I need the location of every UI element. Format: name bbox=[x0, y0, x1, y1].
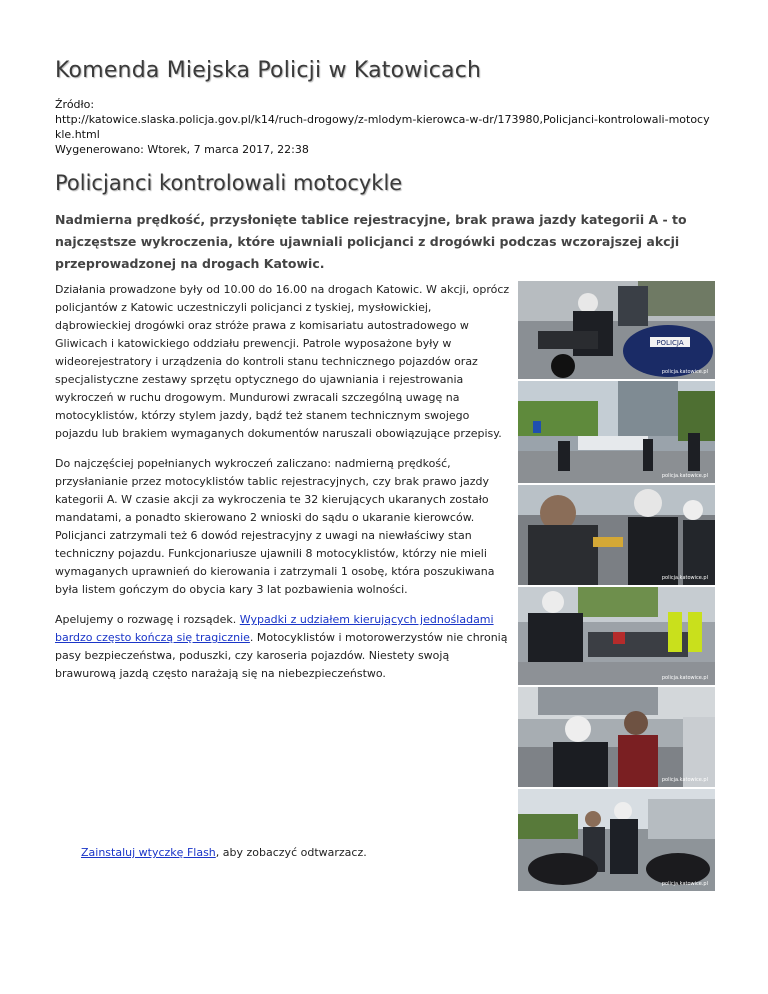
source-label: Źródło: bbox=[55, 98, 95, 111]
article-body bbox=[55, 281, 510, 683]
photo-watermark: policja.katowice.pl bbox=[661, 575, 708, 581]
photo-parked-motorcycles[interactable] bbox=[518, 587, 715, 685]
photo-officer-rider[interactable] bbox=[518, 687, 715, 787]
flash-notice-text: , aby zobaczyć odtwarzacz. bbox=[215, 846, 367, 859]
photo-watermark: policja.katowice.pl bbox=[661, 675, 708, 681]
photo-watermark: policja.katowice.pl bbox=[661, 473, 708, 479]
site-title: Komenda Miejska Policji w Katowicach bbox=[55, 58, 482, 83]
paragraph-1: Działania prowadzone były od 10.00 do 16.00 na drogach Katowic. W akcji, oprócz policjantów z Katowic uczestniczyli policjanci z tyskiej, mysłowickiej, dąbrowieckiej drogówki oraz stróże prawa z komisariatu autostradowego w Gliwicach i katowickiego oddziału prewencji. Patrole wyposażone były w wideorejestratory i urządzenia do kontroli stanu technicznego pojazdów oraz specjalistyczne zestawy sprzętu optycznego do ujawniania i rejestrowania wykroczeń w ruchu drogowym. Mundurowi zwracali szczególną uwagę na motocyklistów, którzy stylem jazdy, bądź też stanem technicznym swojego pojazdu lub brakiem wymaganych dokumentów naruszali obowiązujące przepisy. bbox=[55, 283, 510, 440]
document-meta bbox=[55, 97, 715, 157]
paragraph-3-end: . Motocyklistów i motorowerzystów nie chronią pasy bezpieczeństwa, poduszki, czy karoseria pojazdów. Niestety swoją brawurową jazdą często narażają się na niebezpieczeństwo. bbox=[55, 631, 508, 680]
source-url: http://katowice.slaska.policja.gov.pl/k14/ruch-drogowy/z-mlodym-kierowca-w-dr/173980,Policjanci-kontrolowali-motocykle.html bbox=[55, 113, 710, 141]
paragraph-3 bbox=[55, 611, 510, 683]
photo-police-motorcycle[interactable] bbox=[518, 281, 715, 379]
article-title: Policjanci kontrolowali motocykle bbox=[55, 171, 403, 195]
photo-gallery bbox=[518, 281, 715, 893]
accidents-link[interactable]: Wypadki z udziałem kierujących jednośladami bardzo często kończą się tragicznie bbox=[55, 613, 494, 644]
photo-street-checkpoint[interactable] bbox=[518, 381, 715, 483]
article-lead: Nadmierna prędkość, przysłonięte tablice rejestracyjne, brak prawa jazdy kategorii A - to najczęstsze wykroczenia, które ujawniali policjanci z drogówki podczas wczorajszej akcji przeprowadzonej na drogach Katowic. bbox=[55, 212, 687, 271]
generated-timestamp: Wygenerowano: Wtorek, 7 marca 2017, 22:38 bbox=[55, 143, 309, 156]
paragraph-3-start: Apelujemy o rozwagę i rozsądek. bbox=[55, 613, 240, 626]
photo-document-check[interactable] bbox=[518, 485, 715, 585]
flash-notice bbox=[81, 846, 367, 859]
police-badge-text: POLICJA bbox=[656, 339, 684, 347]
photo-motorcycle-inspection[interactable] bbox=[518, 789, 715, 891]
install-flash-link[interactable]: Zainstaluj wtyczkę Flash bbox=[81, 846, 216, 859]
photo-watermark: policja.katowice.pl bbox=[661, 881, 708, 887]
photo-watermark: policja.katowice.pl bbox=[661, 777, 708, 783]
paragraph-2: Do najczęściej popełnianych wykroczeń zaliczano: nadmierną prędkość, przysłanianie przez motocyklistów tablic rejestracyjnych, czy brak prawo jazdy kategorii A. W czasie akcji za wykroczenia te 32 kierujących ukaranych zostało mandatami, a ponadto skierowano 2 wnioski do sądu o ukaranie kierowców. Policjanci zatrzymali też 6 dowód rejestracyjny z uwagi na niewłaściwy stan techniczny pojazdu. Funkcjonariusze ujawnili 8 motocyklistów, którzy nie mieli wymaganych uprawnień do kierowania i zatrzymali 1 osobę, która poszukiwana była listem gończym do obycia kary 3 lat pozbawienia wolności. bbox=[55, 457, 495, 596]
photo-watermark: policja.katowice.pl bbox=[661, 369, 708, 375]
